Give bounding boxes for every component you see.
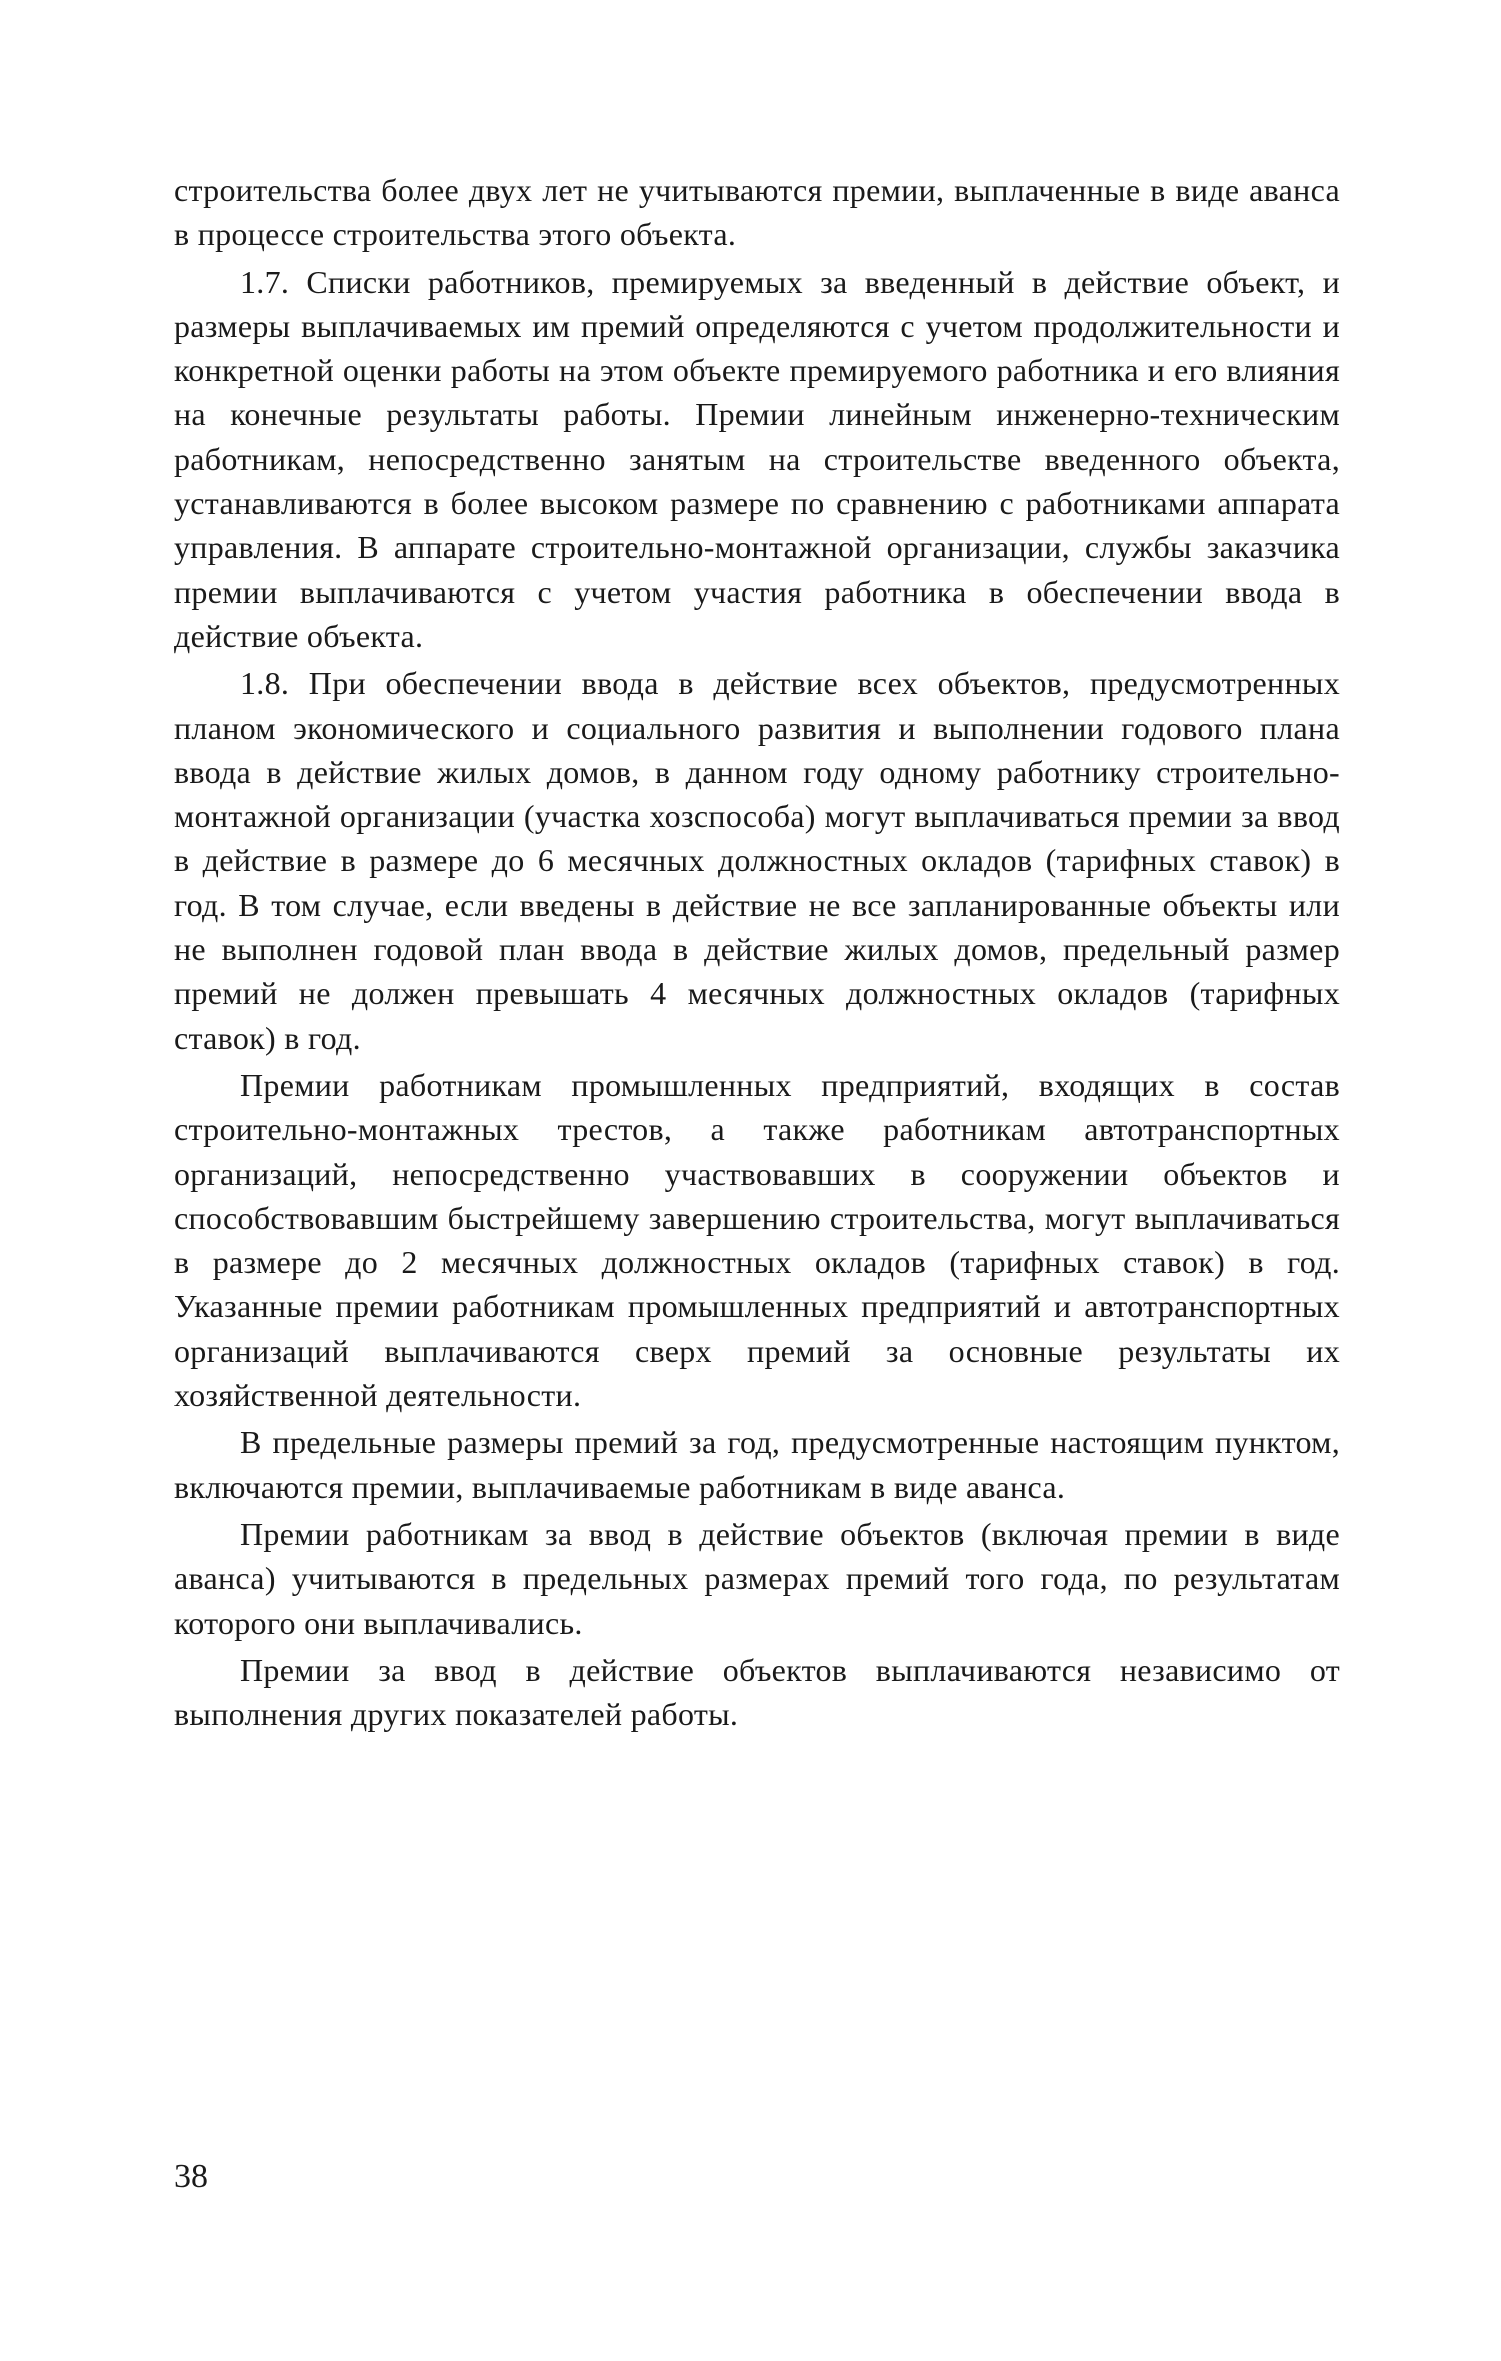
paragraph-independent-payment: Премии за ввод в действие объектов выплачиваются независимо от выполнения других показателей работы. <box>174 1651 1340 1733</box>
page-text <box>174 168 1340 1736</box>
paragraph-1-8: 1.8. При обеспечении ввода в действие всех объектов, предусмотренных планом экономического и социального развития и выполнении годового плана ввода в действие жилых домов, в данном году одному работнику строительно-монтажной организации (участка хозспособа) могут выплачиваться премии за ввод в действие в размере до 6 месячных должностных окладов (тарифных ставок) в год. В том случае, если введены в действие не все запланированные объекты или не выполнен годовой план ввода в действие жилых домов, предельный размер премий не должен превышать 4 месячных должностных окладов (тарифных ставок) в год. <box>174 665 1340 1056</box>
paragraph-continuation: строительства более двух лет не учитываются премии, выплаченные в виде аванса в процессе строительства этого объекта. <box>174 172 1340 253</box>
paragraph-industrial-premiums: Премии работникам промышленных предприятий, входящих в состав строительно-монтажных трестов, а также работникам автотранспортных организаций, непосредственно участвовавших в сооружении объектов и способствовавшим быстрейшему завершению строительства, могут выплачиваться в размере до 2 месячных должностных окладов (тарифных ставок) в год. Указанные премии работникам промышленных предприятий и автотранспортных организаций выплачиваются сверх премий за основные результаты их хозяйственной деятельности. <box>174 1066 1340 1414</box>
paragraph-premium-accounting: Премии работникам за ввод в действие объектов (включая премии в виде аванса) учитываются в предельных размерах премий того года, по результатам которого они выплачивались. <box>174 1515 1340 1641</box>
paragraph-1-7: 1.7. Списки работников, премируемых за введенный в действие объект, и размеры выплачиваемых им премий определяются с учетом продолжительности и конкретной оценки работы на этом объекте премируемого работника и его влияния на конечные результаты работы. Премии линейным инженерно-техническим работникам, непосредственно занятым на строительстве введенного объекта, устанавливаются в более высоком размере по сравнению с работниками аппарата управления. В аппарате строительно-монтажной организации, службы заказчика премии выплачиваются с учетом участия работника в обеспечении ввода в действие объекта. <box>174 263 1340 654</box>
paragraph-advance-limits: В предельные размеры премий за год, предусмотренные настоящим пунктом, включаются премии, выплачиваемые работникам в виде аванса. <box>174 1424 1340 1505</box>
page-number: 38 <box>174 2158 208 2195</box>
